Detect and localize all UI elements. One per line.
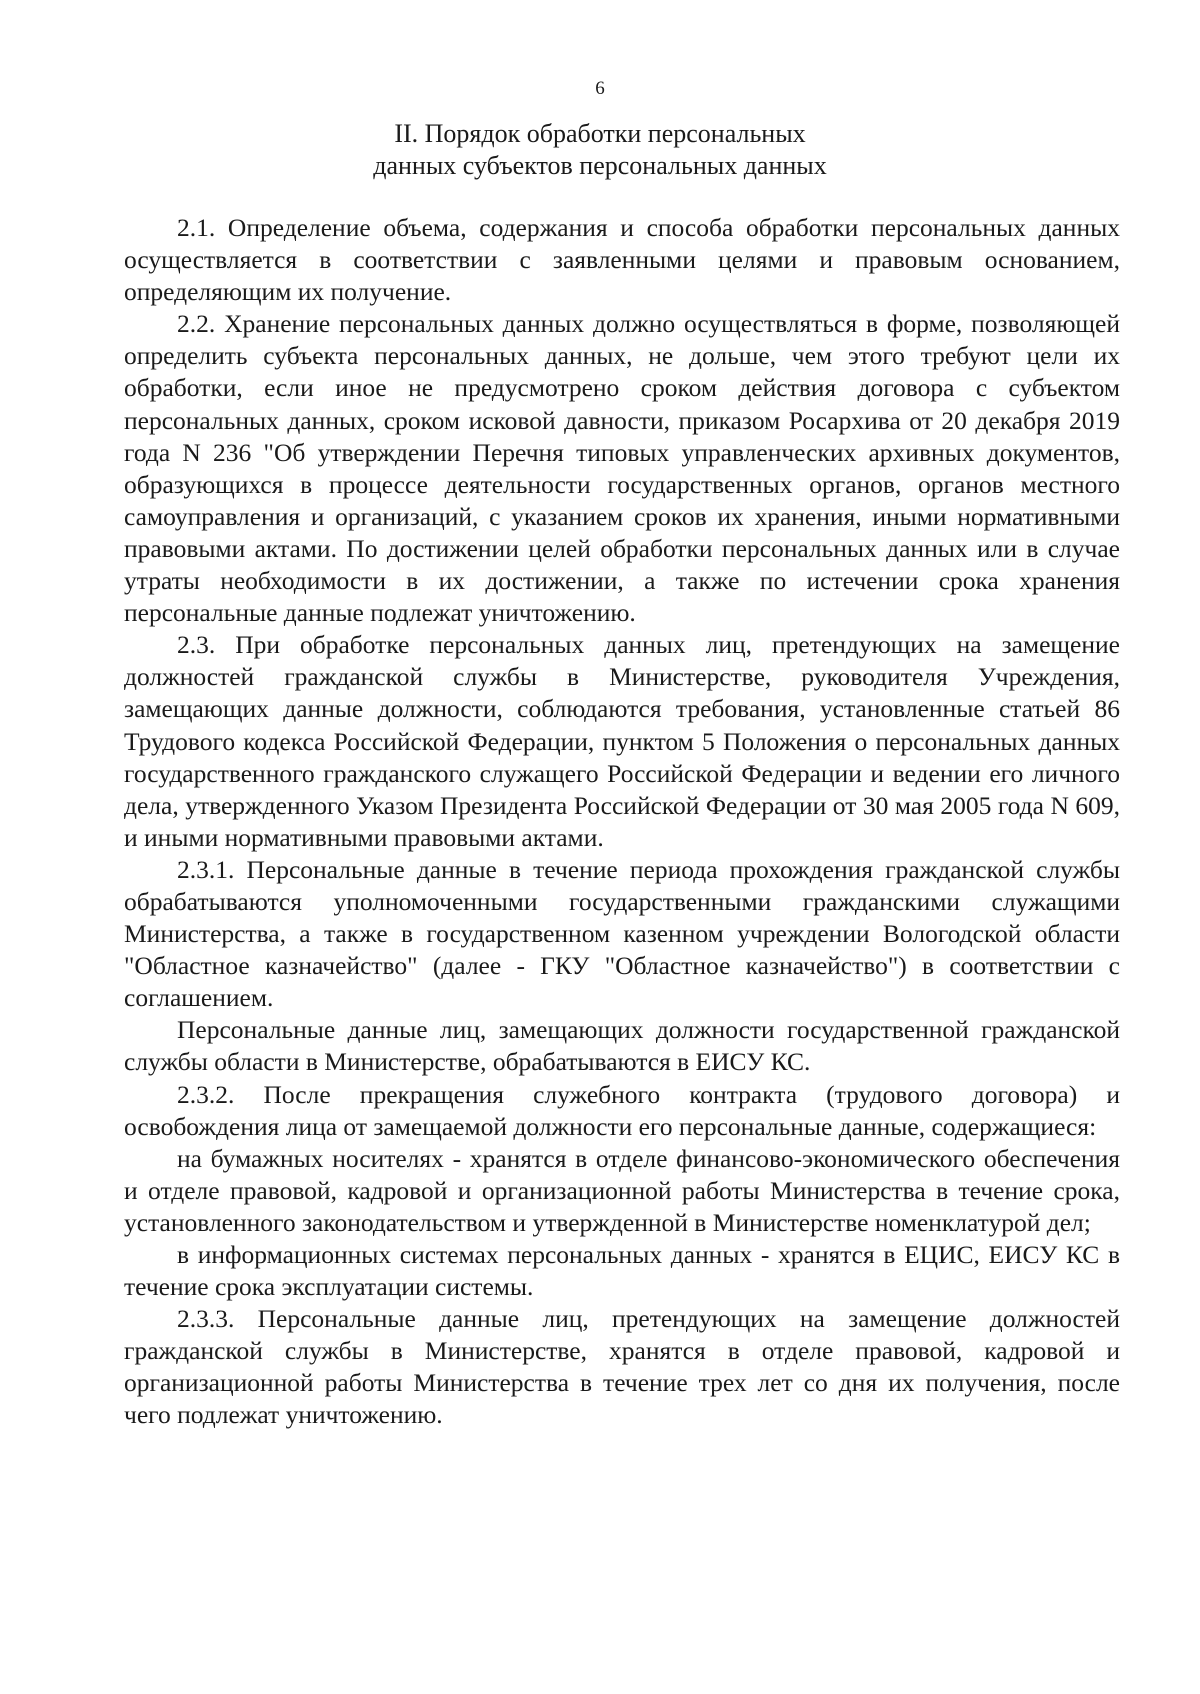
paragraph-2-3-3: 2.3.3. Персональные данные лиц, претендующих на замещение должностей гражданской службы в Министерстве, хранятся в отделе правовой, кадровой и организационной работы Министерства в течение трех лет со дня их получения, после чего подлежат уничтожению. xyxy=(124,1304,1120,1430)
paragraph-2-3-1: 2.3.1. Персональные данные в течение периода прохождения гражданской службы обрабатываются уполномоченными государственными гражданскими служащими Министерства, а также в государственном казенном учреждении Вологодской области "Областное казначейство" (далее - ГКУ "Областное казначейство") в соответствии с соглашением. xyxy=(124,854,1120,1013)
paragraph-2-3-1-eisu: Персональные данные лиц, замещающих должности государственной гражданской службы области в Министерстве, обрабатываются в ЕИСУ КС. xyxy=(124,1015,1120,1077)
paragraph-2-3-2-paper: на бумажных носителях - хранятся в отделе финансово-экономического обеспечения и отделе правовой, кадровой и организационной работы Министерства в течение срока, установленного законодательством и утвержденной в Министерстве номенклатурой дел; xyxy=(124,1143,1120,1237)
paragraph-2-3-2: 2.3.2. После прекращения служебного контракта (трудового договора) и освобождения лица от замещаемой должности его персональные данные, содержащиеся: xyxy=(124,1079,1120,1141)
paragraph-2-1: 2.1. Определение объема, содержания и способа обработки персональных данных осуществляется в соответствии с заявленными целями и правовым основанием, определяющим их получение. xyxy=(124,213,1120,307)
section-heading-line-1: II. Порядок обработки персональных xyxy=(394,119,806,148)
paragraph-2-2: 2.2. Хранение персональных данных должно осуществляться в форме, позволяющей определить субъекта персональных данных, не дольше, чем этого требуют цели их обработки, если иное не предусмотрено сроком действия договора с субъектом персональных данных, сроком исковой давности, приказом Росархива от 20 декабря 2019 года N 236 "Об утверждении Перечня типовых управленческих архивных документов, образующихся в процессе деятельности государственных органов, органов местного самоуправления и организаций, с указанием сроков их хранения, иными нормативными правовыми актами. По достижении целей обработки персональных данных или в случае утраты необходимости в их достижении, а также по истечении срока хранения персональные данные подлежат уничтожению. xyxy=(124,309,1120,628)
section-heading xyxy=(0,118,1200,182)
section-heading-line-2: данных субъектов персональных данных xyxy=(373,151,827,180)
paragraph-2-3: 2.3. При обработке персональных данных лиц, претендующих на замещение должностей гражданской службы в Министерстве, руководителя Учреждения, замещающих данные должности, соблюдаются требования, установленные статьей 86 Трудового кодекса Российской Федерации, пунктом 5 Положения о персональных данных государственного гражданского служащего Российской Федерации и ведении его личного дела, утвержденного Указом Президента Российской Федерации от 30 мая 2005 года N 609, и иными нормативными правовыми актами. xyxy=(124,630,1120,852)
document-body xyxy=(124,212,1120,1432)
page-number: 6 xyxy=(595,78,605,99)
paragraph-2-3-2-systems: в информационных системах персональных данных - хранятся в ЕЦИС, ЕИСУ КС в течение срока эксплуатации системы. xyxy=(124,1240,1120,1302)
